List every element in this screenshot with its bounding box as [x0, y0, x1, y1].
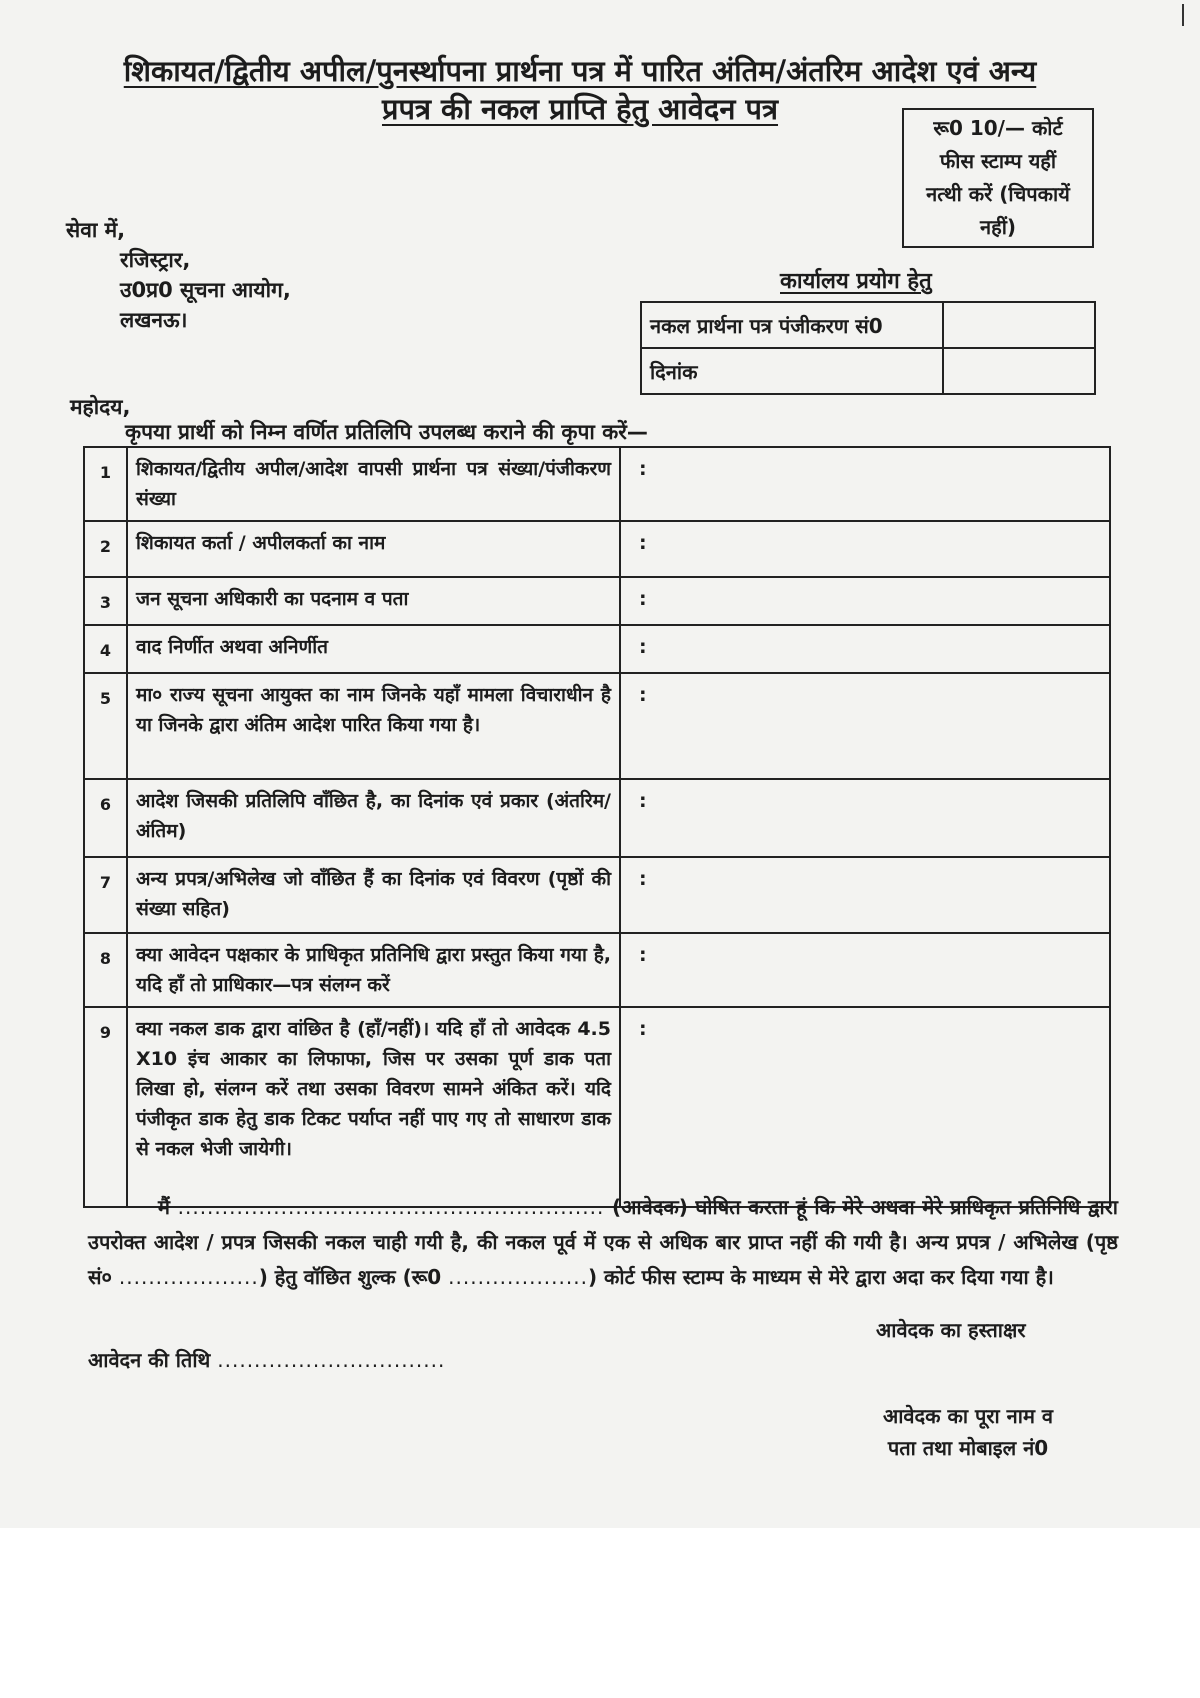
row-number: 5 [84, 673, 127, 779]
application-date-label: आवेदन की तिथि [88, 1348, 211, 1372]
office-use-row [641, 348, 1095, 394]
row-description: अन्य प्रपत्र/अभिलेख जो वाँछित हैं का दिनांक एवं विवरण (पृष्ठों की संख्या सहित) [127, 857, 620, 933]
applicant-signature-label: आवेदक का हस्ताक्षर [876, 1318, 1026, 1342]
row-description: शिकायत/द्वितीय अपील/आदेश वापसी प्रार्थना पत्र संख्या/पंजीकरण संख्या [127, 447, 620, 521]
scan-edge-mark [1182, 4, 1184, 26]
name-block-line2: पता तथा मोबाइल नं0 [887, 1436, 1049, 1460]
form-title-line1: शिकायत/द्वितीय अपील/पुनर्स्थापना प्रार्थना पत्र में पारित अंतिम/अंतरिम आदेश एवं अन्य [123, 54, 1037, 88]
office-use-row [641, 302, 1095, 348]
office-registration-value[interactable] [943, 302, 1095, 348]
row-number: 9 [84, 1007, 127, 1207]
row-number: 7 [84, 857, 127, 933]
stamp-box-line4: नहीं) [979, 215, 1017, 239]
table-row [84, 673, 1110, 779]
table-row [84, 933, 1110, 1007]
fee-amount-blank[interactable]: ................... [448, 1265, 588, 1289]
declaration-part1: (आवेदक) घोषित करता हूं कि मेरे अथवा मेरे प्राधिकृत प्रतिनिधि द्वारा उपरोक्त आदेश / प्रपत्र जिसकी नकल चाही गयी है, की नकल पूर्व में एक से अधिक बार प्राप्त नहीं की गयी है। अन्य प्रपत्र / अभिलेख (पृष्ठ सं० [88, 1195, 1118, 1289]
table-row [84, 521, 1110, 577]
stamp-box-line3: नत्थी करें (चिपकायें [926, 182, 1070, 206]
row-number: 3 [84, 577, 127, 625]
office-date-label: दिनांक [641, 348, 943, 394]
row-description: आदेश जिसकी प्रतिलिपि वाँछित है, का दिनांक एवं प्रकार (अंतरिम/अंतिम) [127, 779, 620, 857]
address-salutation: सेवा में, [66, 218, 126, 242]
row-value-field[interactable]: : [620, 933, 1110, 1007]
name-block-line1: आवेदक का पूरा नाम व [882, 1404, 1053, 1428]
row-number: 6 [84, 779, 127, 857]
declaration-start: मैं [158, 1195, 170, 1219]
row-description: क्या आवेदन पक्षकार के प्राधिकृत प्रतिनिधि द्वारा प्रस्तुत किया गया है, यदि हाँ तो प्राधिकार—पत्र संलग्न करें [127, 933, 620, 1007]
table-row [84, 779, 1110, 857]
declaration-paragraph [88, 1190, 1118, 1295]
row-description: मा० राज्य सूचना आयुक्त का नाम जिनके यहाँ मामला विचाराधीन है या जिनके द्वारा अंतिम आदेश पारित किया गया है। [127, 673, 620, 779]
row-value-field[interactable]: : [620, 447, 1110, 521]
declaration-part3: ) कोर्ट फीस स्टाम्प के माध्यम से मेरे द्वारा अदा कर दिया गया है। [587, 1265, 1054, 1289]
row-value-field[interactable]: : [620, 673, 1110, 779]
office-use-heading: कार्यालय प्रयोग हेतु [780, 269, 932, 294]
stamp-box-line2: फीस स्टाम्प यहीं [939, 149, 1057, 173]
row-value-field[interactable]: : [620, 577, 1110, 625]
table-row [84, 857, 1110, 933]
table-row [84, 447, 1110, 521]
row-number: 8 [84, 933, 127, 1007]
row-description: जन सूचना अधिकारी का पदनाम व पता [127, 577, 620, 625]
applicant-name-address-block [848, 1400, 1088, 1464]
table-row [84, 577, 1110, 625]
row-value-field[interactable]: : [620, 625, 1110, 673]
application-date-blank[interactable]: ............................... [217, 1348, 446, 1372]
declaration-part2: ) हेतु वॉछित शुल्क (रू0 [258, 1265, 442, 1289]
table-row [84, 1007, 1110, 1207]
court-fee-stamp-box [902, 108, 1094, 248]
address-line2: उ0प्र0 सूचना आयोग, [120, 278, 291, 302]
row-value-field[interactable]: : [620, 1007, 1110, 1207]
row-number: 1 [84, 447, 127, 521]
table-row [84, 625, 1110, 673]
office-use-table [640, 301, 1096, 395]
address-line3: लखनऊ। [120, 308, 188, 332]
row-number: 2 [84, 521, 127, 577]
row-description: वाद निर्णीत अथवा अनिर्णीत [127, 625, 620, 673]
details-table [83, 446, 1111, 1208]
application-date-line [88, 1346, 445, 1373]
address-line1: रजिस्ट्रार, [120, 248, 191, 272]
form-title-line2: प्रपत्र की नकल प्राप्ति हेतु आवेदन पत्र [381, 92, 779, 126]
row-description: शिकायत कर्ता / अपीलकर्ता का नाम [127, 521, 620, 577]
applicant-name-blank[interactable]: .......................................................... [177, 1195, 605, 1219]
office-date-value[interactable] [943, 348, 1095, 394]
row-value-field[interactable]: : [620, 521, 1110, 577]
stamp-box-line1: रू0 10/— कोर्ट [933, 116, 1063, 140]
page-count-blank[interactable]: ................... [118, 1265, 259, 1289]
office-registration-label: नकल प्रार्थना पत्र पंजीकरण सं0 [641, 302, 943, 348]
row-value-field[interactable]: : [620, 779, 1110, 857]
request-text: कृपया प्रार्थी को निम्न वर्णित प्रतिलिपि उपलब्ध कराने की कृपा करें— [125, 420, 648, 444]
row-value-field[interactable]: : [620, 857, 1110, 933]
greeting: महोदय, [70, 395, 131, 419]
row-number: 4 [84, 625, 127, 673]
page-bottom-margin [0, 1528, 1200, 1698]
row-description: क्या नकल डाक द्वारा वांछित है (हाँ/नहीं)। यदि हाँ तो आवेदक 4.5 X10 इंच आकार का लिफाफा, जिस पर उसका पूर्ण डाक पता लिखा हो, संलग्न करें तथा उसका विवरण सामने अंकित करें। यदि पंजीकृत डाक हेतु डाक टिकट पर्याप्त नहीं पाए गए तो साधारण डाक से नकल भेजी जायेगी। [127, 1007, 620, 1207]
